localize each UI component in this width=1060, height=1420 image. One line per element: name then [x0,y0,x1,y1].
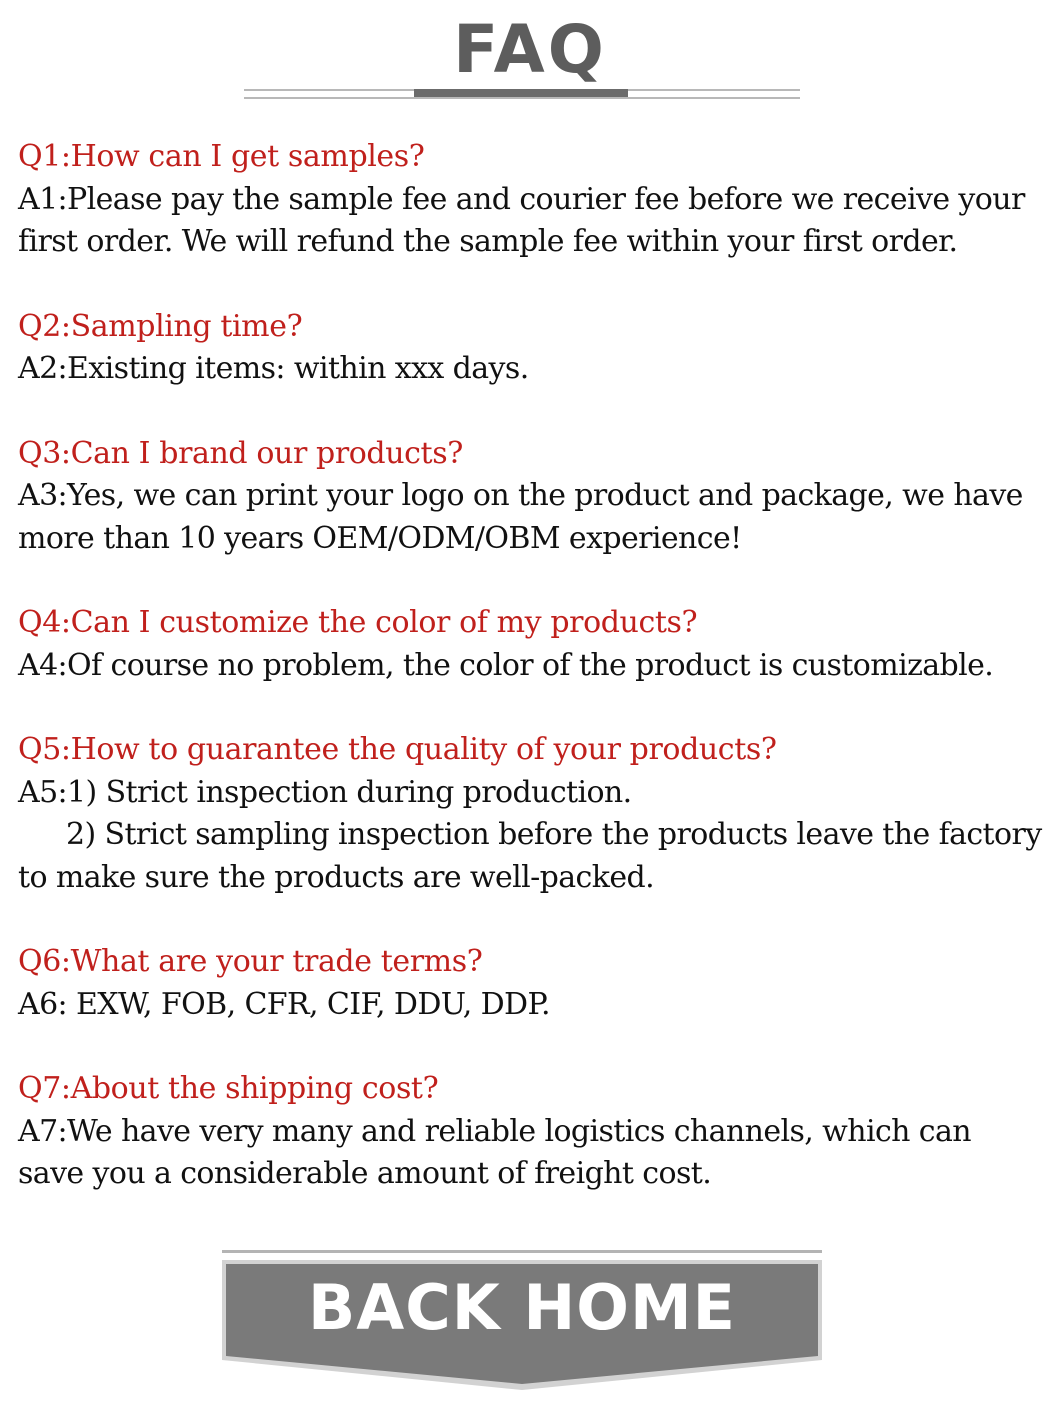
faq-answer-line: first order. We will refund the sample fee within your first order. [18,224,958,259]
back-home-button[interactable] [222,1248,822,1394]
faq-answer-line: to make sure the products are well-packed. [18,859,655,895]
faq-question: Q5:How to guarantee the quality of your products? [18,732,777,767]
faq-item-7 [18,1068,1054,1196]
faq-answer-line: A2:Existing items: within xxx days. [18,351,529,386]
back-home-label: BACK HOME [307,1271,736,1344]
faq-question: Q6:What are your trade terms? [18,944,483,979]
faq-item-5 [18,729,1054,899]
faq-answer-line: more than 10 years OEM/ODM/OBM experience! [18,520,742,556]
faq-item-1 [18,136,1054,264]
page-title: FAQ [453,11,607,88]
faq-question: Q1:How can I get samples? [18,139,425,174]
faq-item-6 [18,941,1054,1026]
faq-question: Q4:Can I customize the color of my products? [18,605,698,640]
faq-item-3 [18,433,1054,561]
faq-question: Q3:Can I brand our products? [18,435,463,471]
faq-question: Q2:Sampling time? [18,308,303,344]
faq-item-4 [18,602,1054,687]
faq-answer-line: 2) Strict sampling inspection before the products leave the factory [66,817,1042,852]
faq-answer-line: A7:We have very many and reliable logistics channels, which can [18,1113,972,1149]
faq-item-2 [18,306,1054,391]
faq-answer-line: A5:1) Strict inspection during production. [18,774,632,810]
faq-answer-line: A4:Of course no problem, the color of the product is customizable. [18,647,994,683]
title-underline [414,89,628,97]
faq-question: Q7:About the shipping cost? [18,1071,439,1106]
faq-answer-line: A1:Please pay the sample fee and courier fee before we receive your [18,181,1025,217]
faq-answer-line: A3:Yes, we can print your logo on the product and package, we have [18,478,1023,513]
faq-answer-line: save you a considerable amount of freight cost. [18,1156,712,1191]
faq-list [18,136,1054,1238]
faq-answer-line: A6: EXW, FOB, CFR, CIF, DDU, DDP. [18,986,550,1022]
title-divider-bottom [244,97,800,99]
faq-header [0,0,1060,110]
